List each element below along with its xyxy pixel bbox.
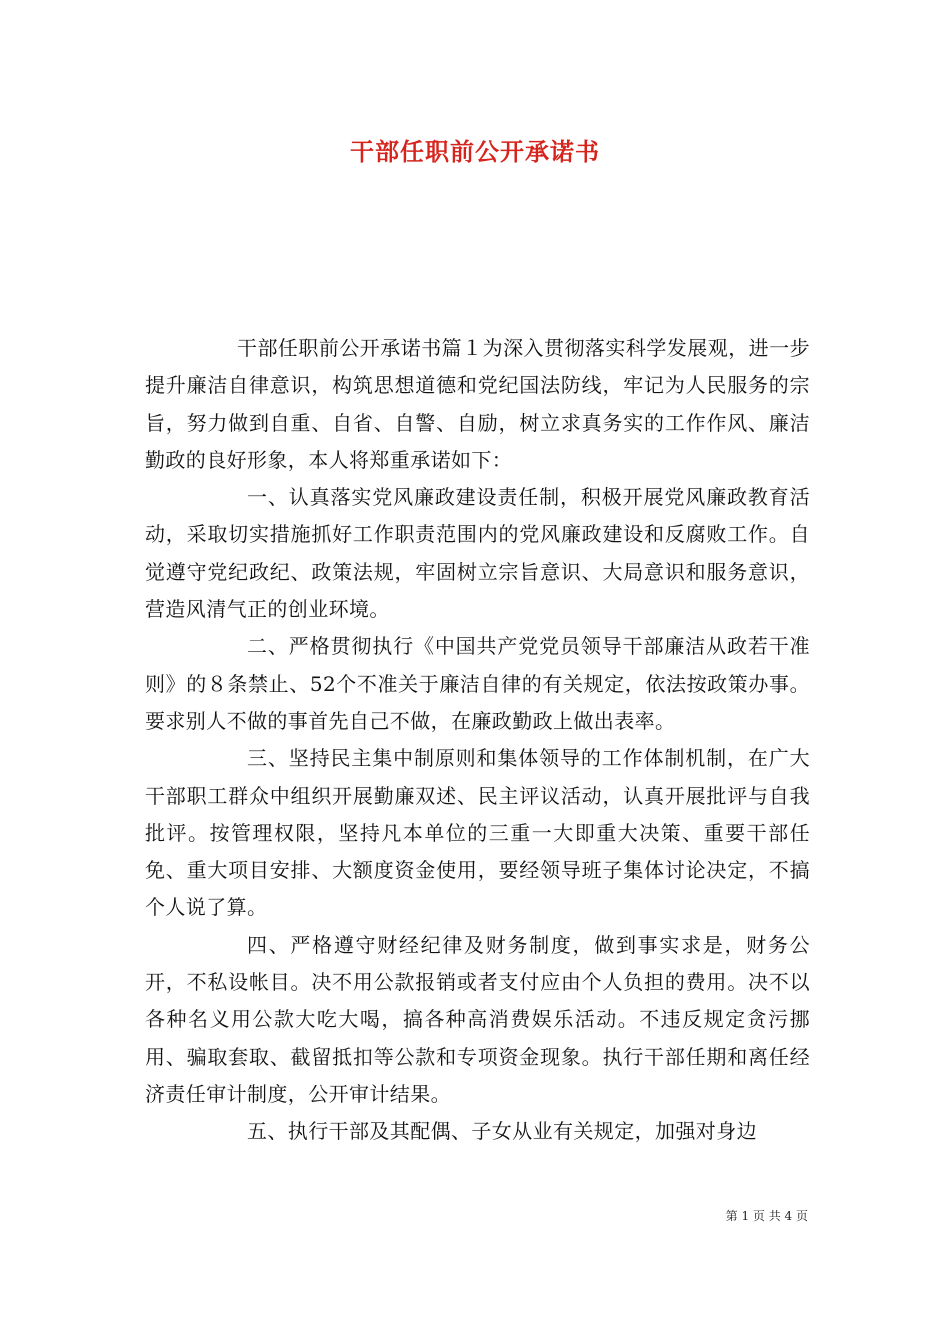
commitment-item-5: 五、执行干部及其配偶、子女从业有关规定，加强对身边 xyxy=(247,1119,757,1144)
commitment-item-2: 二、严格贯彻执行《中国共产党党员领导干部廉洁从政若干准则》的８条禁止、52个不准关于廉洁自律的有关规定，依法按政策办事。要求别人不做的事首先自己不做，在廉政勤政上做出表率。 xyxy=(145,634,810,733)
document-body xyxy=(145,330,810,1151)
page-number: 第 1 页 共 4 页 xyxy=(725,1209,808,1223)
commitment-item-3: 三、坚持民主集中制原则和集体领导的工作体制机制，在广大干部职工群众中组织开展勤廉双述、民主评议活动，认真开展批评与自我批评。按管理权限，坚持凡本单位的三重一大即重大决策、重要干部任免、重大项目安排、大额度资金使用，要经领导班子集体讨论决定，不搞个人说了算。 xyxy=(145,746,810,920)
document-title: 干部任职前公开承诺书 xyxy=(350,137,600,166)
intro-paragraph: 干部任职前公开承诺书篇１为深入贯彻落实科学发展观，进一步提升廉洁自律意识，构筑思想道德和党纪国法防线，牢记为人民服务的宗旨，努力做到自重、自省、自警、自励，树立求真务实的工作作风、廉洁勤政的良好形象，本人将郑重承诺如下： xyxy=(145,336,810,472)
commitment-item-4: 四、严格遵守财经纪律及财务制度，做到事实求是，财务公开，不私设帐目。决不用公款报销或者支付应由个人负担的费用。决不以各种名义用公款大吃大喝，搞各种高消费娱乐活动。不违反规定贪污挪用、骗取套取、截留抵扣等公款和专项资金现象。执行干部任期和离任经济责任审计制度，公开审计结果。 xyxy=(145,932,810,1106)
commitment-item-1: 一、认真落实党风廉政建设责任制，积极开展党风廉政教育活动，采取切实措施抓好工作职责范围内的党风廉政建设和反腐败工作。自觉遵守党纪政纪、政策法规，牢固树立宗旨意识、大局意识和服务意识，营造风清气正的创业环境。 xyxy=(145,485,810,622)
